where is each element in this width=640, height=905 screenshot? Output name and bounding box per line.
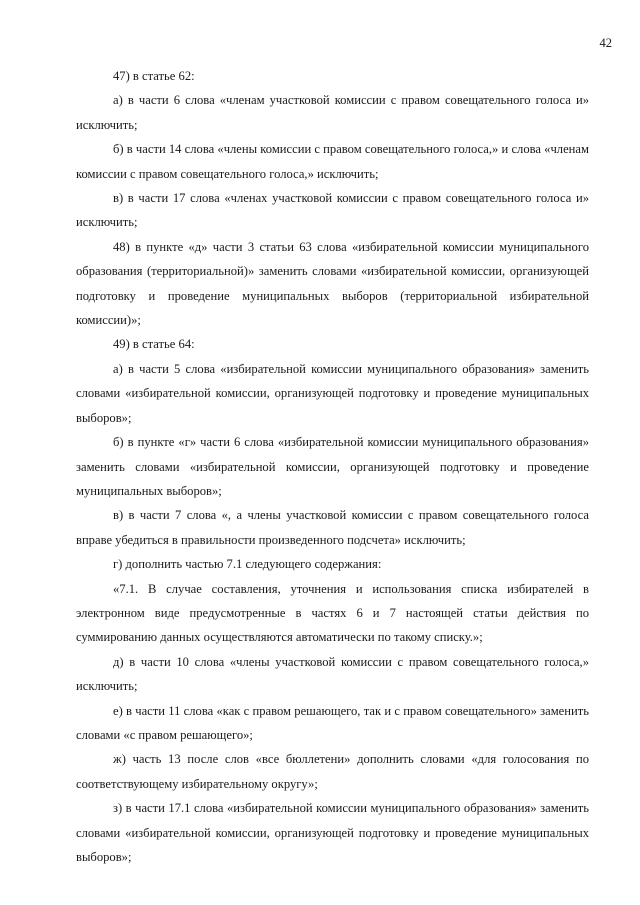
paragraph-49-g-quote: «7.1. В случае составления, уточнения и использования списка избирателей в электронном виде предусмотренные в частях 6 и 7 настоящей статьи действия по суммированию данных осуществляются автоматически по такому списку.»; xyxy=(76,581,589,645)
paragraph-47-heading: 47) в статье 62: xyxy=(113,69,195,83)
page-number: 42 xyxy=(599,36,612,50)
paragraph-49-heading: 49) в статье 64: xyxy=(113,337,195,352)
paragraph-49-g: г) дополнить частью 7.1 следующего содержания: xyxy=(113,557,382,572)
paragraph-49-e: е) в части 11 слова «как с правом решающего, так и с правом совещательного» заменить словами «с правом решающего»; xyxy=(76,703,589,742)
paragraph-49-v: в) в части 7 слова «, а члены участковой комиссии с правом совещательного голоса вправе убедиться в правильности произведенного подсчета» исключить; xyxy=(76,508,589,547)
paragraph-49-b: б) в пункте «г» части 6 слова «избирательной комиссии муниципального образования» заменить словами «избирательной комиссии, организующей подготовку и проведение муниципальных выборов»; xyxy=(76,435,589,498)
paragraph-47-b: б) в части 14 слова «члены комиссии с правом совещательного голоса,» и слова «членам комиссии с правом совещательного голоса,» исключить; xyxy=(76,142,589,181)
document-body xyxy=(76,64,589,869)
paragraph-48: 48) в пункте «д» части 3 статьи 63 слова «избирательной комиссии муниципального образования (территориальной)» заменить словами «избирательной комиссии, организующей подготовку и проведение муниципальных выборов (территориальной избирательной комиссии)»; xyxy=(76,239,589,328)
paragraph-49-z: з) в части 17.1 слова «избирательной комиссии муниципального образования» заменить словами «избирательной комиссии, организующей подготовку и проведение муниципальных выборов»; xyxy=(76,801,589,864)
paragraph-49-zh: ж) часть 13 после слов «все бюллетени» дополнить словами «для голосования по соответствующему избирательному округу»; xyxy=(76,752,589,791)
paragraph-47-v: в) в части 17 слова «членах участковой комиссии с правом совещательного голоса и» исключить; xyxy=(76,191,589,230)
paragraph-49-d: д) в части 10 слова «члены участковой комиссии с правом совещательного голоса,» исключить; xyxy=(76,654,589,694)
paragraph-47-a: а) в части 6 слова «членам участковой комиссии с правом совещательного голоса и» исключить; xyxy=(76,93,589,132)
paragraph-49-a: а) в части 5 слова «избирательной комиссии муниципального образования» заменить словами «избирательной комиссии, организующей подготовку и проведение муниципальных выборов»; xyxy=(76,361,589,425)
